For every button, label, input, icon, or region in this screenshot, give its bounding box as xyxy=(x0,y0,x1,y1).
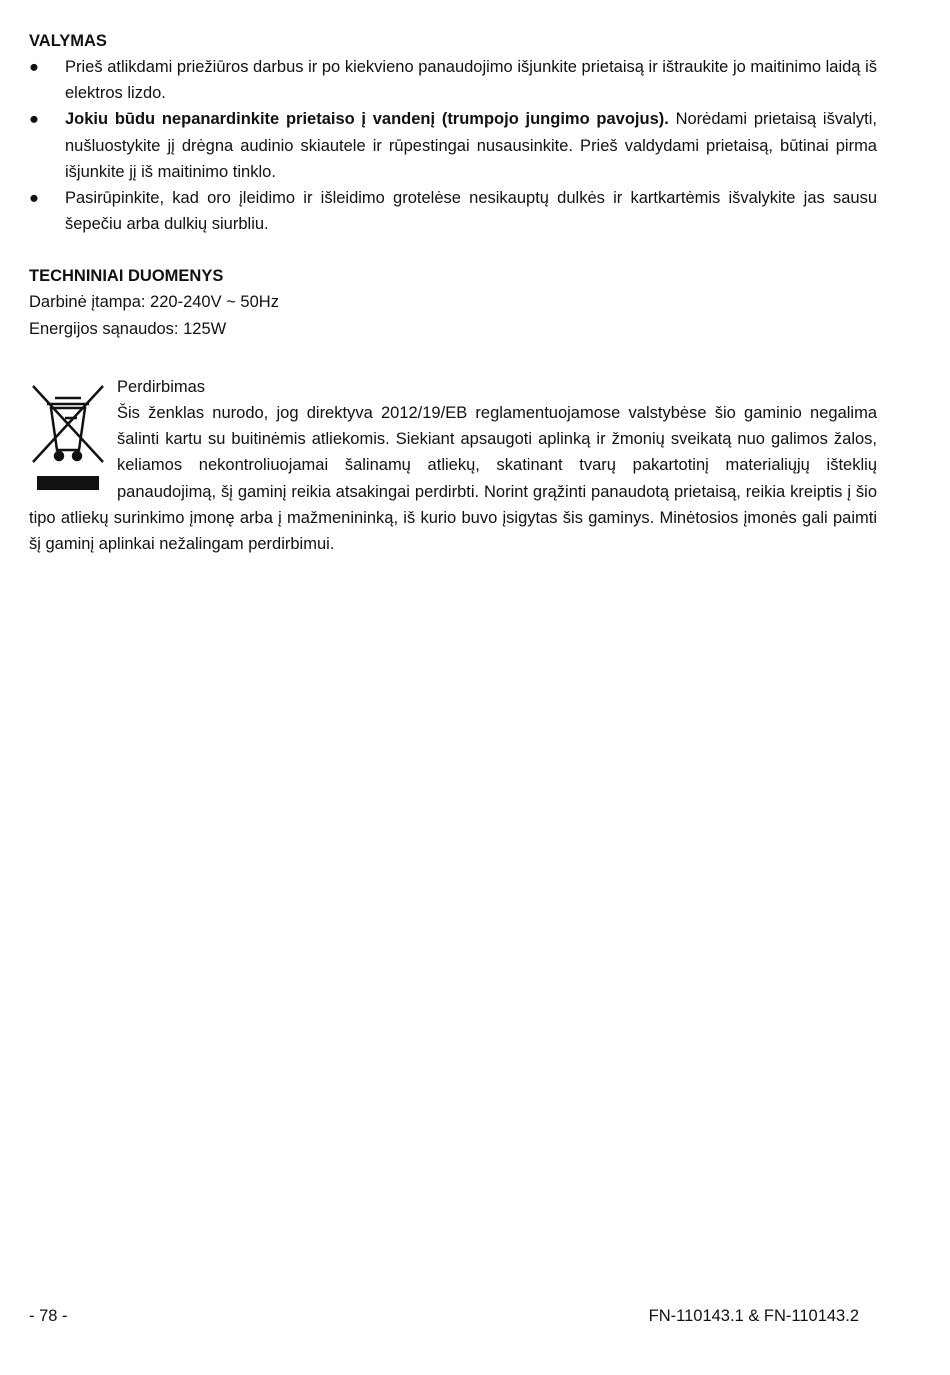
bullet-icon: ● xyxy=(29,110,39,129)
cleaning-heading: VALYMAS xyxy=(29,32,107,50)
bullet-icon: ● xyxy=(29,58,39,76)
cleaning-list xyxy=(29,54,877,237)
recycling-title: Perdirbimas xyxy=(117,377,206,396)
model-number: FN-110143.1 & FN-110143.2 xyxy=(648,1307,859,1325)
list-item xyxy=(29,54,877,106)
specs-heading: TECHNINIAI DUOMENYS xyxy=(29,267,224,286)
recycling-text: Šis ženklas nurodo, jog direktyva 2012/19/EB reglamentuojamose valstybėse šio gaminio negalima šalinti kartu su buitinėmis atliekomis. Siekiant apsaugoti aplinką ir žmonių sveikatą nuo galimos žalos, keliamos nekontroliuojamai šalinamų atliekų, skatinant tvarų pakartotinį materialiųjų išteklių panaudojimą, šį gaminį reikia atsakingai perdirbti. Norint grąžinti panaudotą prietaisą, reikia kreiptis į šio tipo atliekų surinkimo įmonę arba į mažmenininką, iš kurio buvo įsigytas šis gaminys. Minėtosios įmonės gali paimti šį gaminį aplinkai nežalingam perdirbimui. xyxy=(29,404,877,554)
spec-voltage: Darbinė įtampa: 220-240V ~ 50Hz xyxy=(29,293,279,312)
spec-power: Energijos sąnaudos: 125W xyxy=(29,319,227,338)
weee-crossed-bin-icon xyxy=(29,380,107,498)
recycling-section xyxy=(29,374,877,557)
list-item-warning: Jokiu būdu nepanardinkite prietaiso į vandenį (trumpojo jungimo pavojus). xyxy=(65,110,669,129)
list-item-text: Prieš atlikdami priežiūros darbus ir po kiekvieno panaudojimo išjunkite prietaisą ir ištraukite jo maitinimo laidą iš elektros lizdo. xyxy=(65,58,877,103)
document-page xyxy=(29,28,877,557)
page-number: - 78 - xyxy=(29,1307,68,1325)
list-item-text: Norėdami prietaisą išvalyti, nušluostykite jį drėgna audinio skiautele ir rūpestingai nusausinkite. Prieš valdydami prietaisą, būtinai pirma išjunkite jį iš maitinimo tinklo. xyxy=(65,110,877,181)
list-item-text: Pasirūpinkite, kad oro įleidimo ir išleidimo grotelėse nesikauptų dulkės ir kartkartėmis išvalykite jas sausu šepečiu arba dulkių siurbliu. xyxy=(65,189,877,234)
list-item xyxy=(29,106,877,185)
bullet-icon: ● xyxy=(29,189,39,208)
list-item xyxy=(29,185,877,237)
